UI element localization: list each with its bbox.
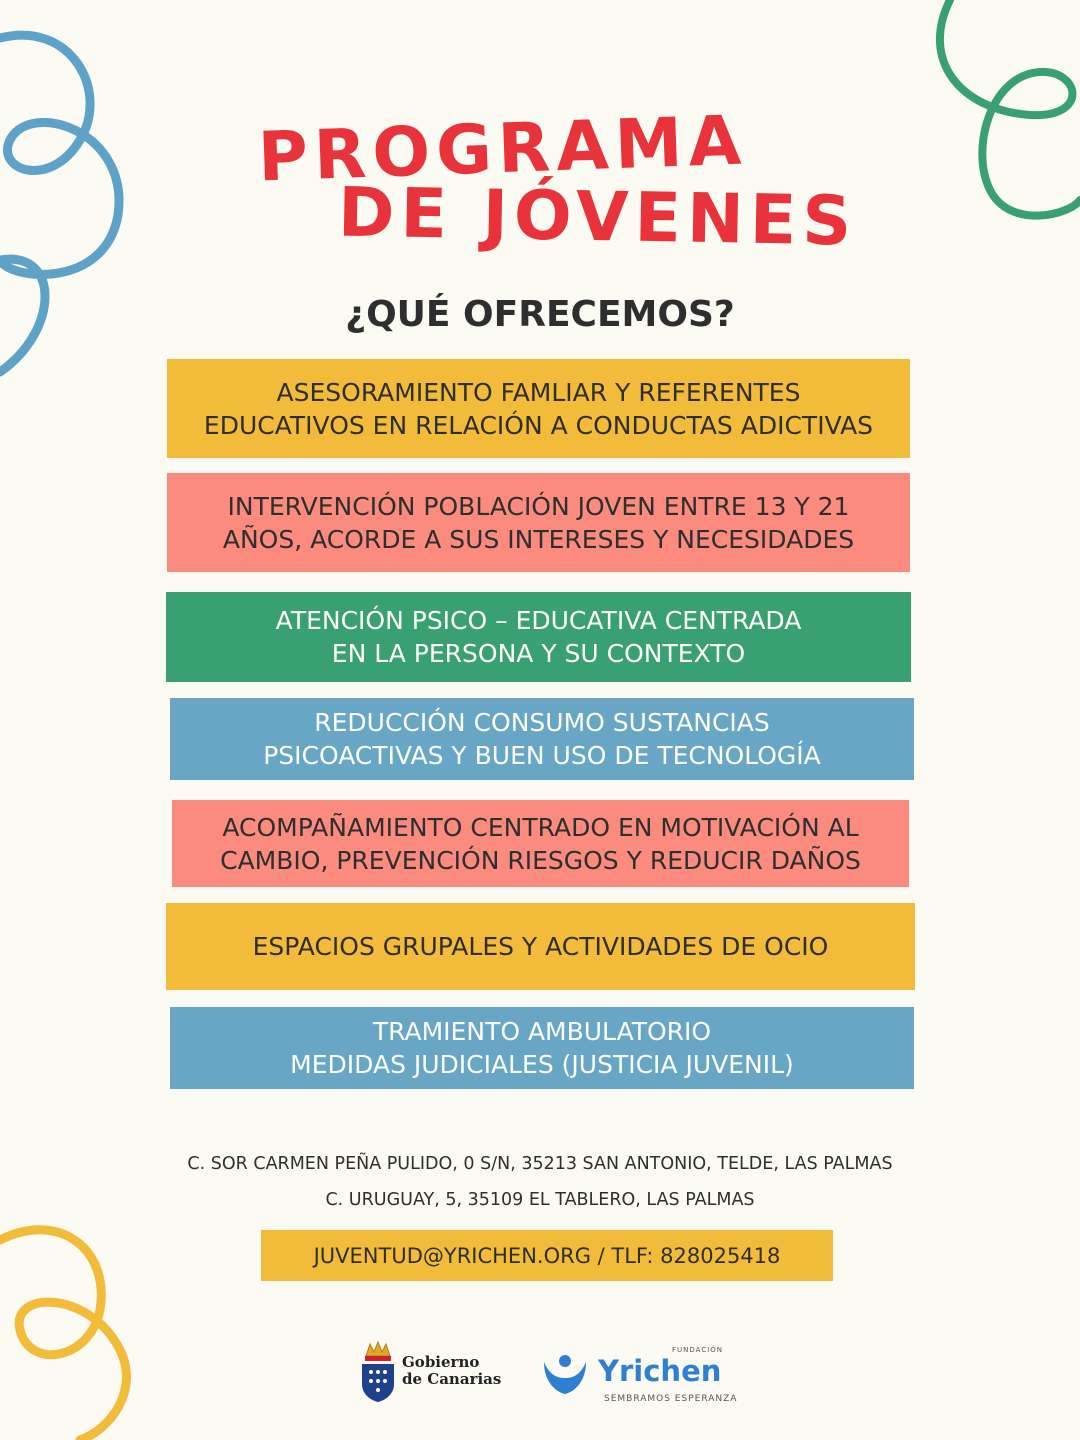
yrichen-tagline: SEMBRAMOS ESPERANZA xyxy=(604,1394,738,1404)
offer-text-4: REDUCCIÓN CONSUMO SUSTANCIAS PSICOACTIVAS Y BUEN USO DE TECNOLOGÍA xyxy=(263,708,821,770)
gobierno-canarias-logo xyxy=(360,1340,501,1402)
yrichen-name: Yrichen xyxy=(598,1354,722,1388)
gobierno-canarias-name: Gobierno de Canarias xyxy=(402,1353,502,1388)
contact-info xyxy=(261,1230,833,1281)
offer-text-7: TRAMIENTO AMBULATORIO MEDIDAS JUDICIALES (JUSTICIA JUVENIL) xyxy=(290,1017,794,1079)
green-scribble-decoration xyxy=(920,0,1080,230)
offer-box-7 xyxy=(170,1007,914,1089)
offer-text-2: INTERVENCIÓN POBLACIÓN JOVEN ENTRE 13 Y 21 AÑOS, ACORDE A SUS INTERESES Y NECESIDADES xyxy=(222,491,855,554)
offer-box-4 xyxy=(170,698,914,780)
offer-box-6 xyxy=(166,903,915,990)
title-line-1: PROGRAMA xyxy=(256,101,749,198)
offer-box-1 xyxy=(167,359,910,458)
subtitle: ¿QUÉ OFRECEMOS? xyxy=(345,294,735,335)
blue-scribble-decoration xyxy=(0,0,140,400)
title-line-2: DE JÓVENES xyxy=(337,173,858,262)
contact-text: JUVENTUD@YRICHEN.ORG / TLF: 828025418 xyxy=(313,1243,781,1268)
offer-text-6: ESPACIOS GRUPALES Y ACTIVIDADES DE OCIO xyxy=(252,932,829,961)
offer-box-5 xyxy=(172,800,909,887)
offer-text-5: ACOMPAÑAMIENTO CENTRADO EN MOTIVACIÓN AL CAMBIO, PREVENCIÓN RIESGOS Y REDUCIR DAÑOS xyxy=(220,812,861,875)
yrichen-prefix: FUNDACIÓN xyxy=(672,1346,724,1354)
address-1: C. SOR CARMEN PEÑA PULIDO, 0 S/N, 35213 SAN ANTONIO, TELDE, LAS PALMAS xyxy=(187,1154,893,1174)
yrichen-logo xyxy=(542,1346,738,1404)
offer-box-3 xyxy=(166,592,911,682)
offer-text-1: ASESORAMIENTO FAMLIAR Y REFERENTES EDUCATIVOS EN RELACIÓN A CONDUCTAS ADICTIVAS xyxy=(203,377,874,440)
offer-text-3: ATENCIÓN PSICO – EDUCATIVA CENTRADA EN LA PERSONA Y SU CONTEXTO xyxy=(275,606,802,668)
yrichen-figure-icon xyxy=(542,1352,588,1396)
address-2: C. URUGUAY, 5, 35109 EL TABLERO, LAS PALMAS xyxy=(325,1190,755,1210)
offer-box-2 xyxy=(167,473,910,572)
crown-shield-icon xyxy=(360,1340,396,1402)
yellow-scribble-decoration xyxy=(0,1210,160,1440)
